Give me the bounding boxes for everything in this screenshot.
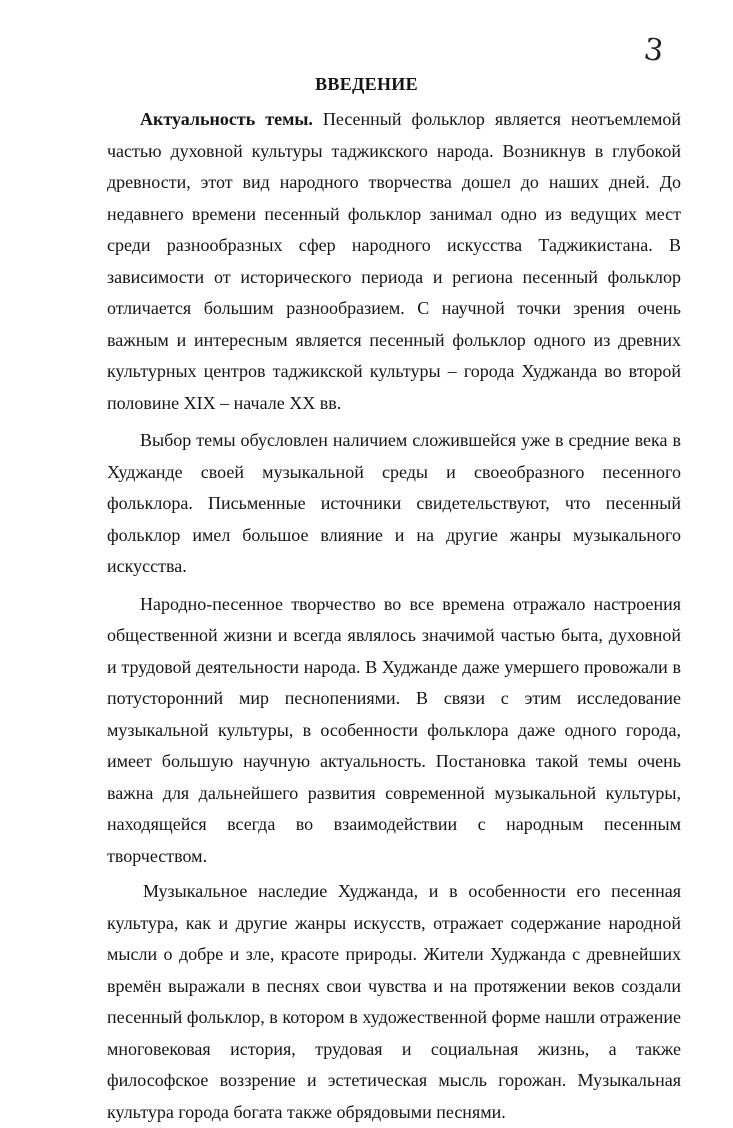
paragraph-musical-heritage: Музыкальное наследие Худжанда, и в особенности его песенная культура, как и другие жанры искусств, отражает содержание народной мысли о добре и зле, красоте природы. Жители Худжанда с древнейших времён выражали в песнях свои чувства и на протяжении веков создали песенный фольклор, в котором в художественной форме нашли отражение многовековая история, трудовая и социальная жизнь, а также философское воззрение и эстетическая мысль горожан. Музыкальная культура города богата также обрядовыми песнями. [107, 881, 681, 1122]
page-number-mark: 3 [641, 31, 666, 70]
paragraph-lead: Актуальность темы. [140, 109, 313, 129]
paragraph-folk-creativity: Народно-песенное творчество во все времена отражало настроения общественной жизни и всегда являлось значимой частью быта, духовной и трудовой деятельности народа. В Худжанде даже умершего провожали в потусторонний мир песнопениями. В связи с этим исследование музыкальной культуры, в особенности фольклора даже одного города, имеет большую научную актуальность. Постановка такой темы очень важна для дальнейшего развития современной музыкальной культуры, находящейся всегда во взаимодействии с народным песенным творчеством. [107, 593, 681, 866]
body-text [107, 104, 681, 1128]
page-title: ВВЕДЕНИЕ [315, 74, 418, 94]
paragraph-text: Песенный фольклор является неотъемлемой частью духовной культуры таджикского народа. Возникнув в глубокой древности, этот вид народного творчества дошел до наших дней. До недавнего времени песенный фольклор занимал одно из ведущих мест среди разнообразных сфер народного искусства Таджикистана. В зависимости от исторического периода и региона песенный фольклор отличается большим разнообразием. С научной точки зрения очень важным и интересным является песенный фольклор одного из древних культурных центров таджикской культуры – города Худжанда во второй половине XIX – начале XX вв. [107, 109, 681, 413]
paragraph-topic-choice: Выбор темы обусловлен наличием сложившейся уже в средние века в Худжанде своей музыкальной среды и своеобразного песенного фольклора. Письменные источники свидетельствуют, что песенный фольклор имел большое влияние и на другие жанры музыкального искусства. [107, 430, 681, 576]
paragraph-relevance [107, 104, 681, 419]
